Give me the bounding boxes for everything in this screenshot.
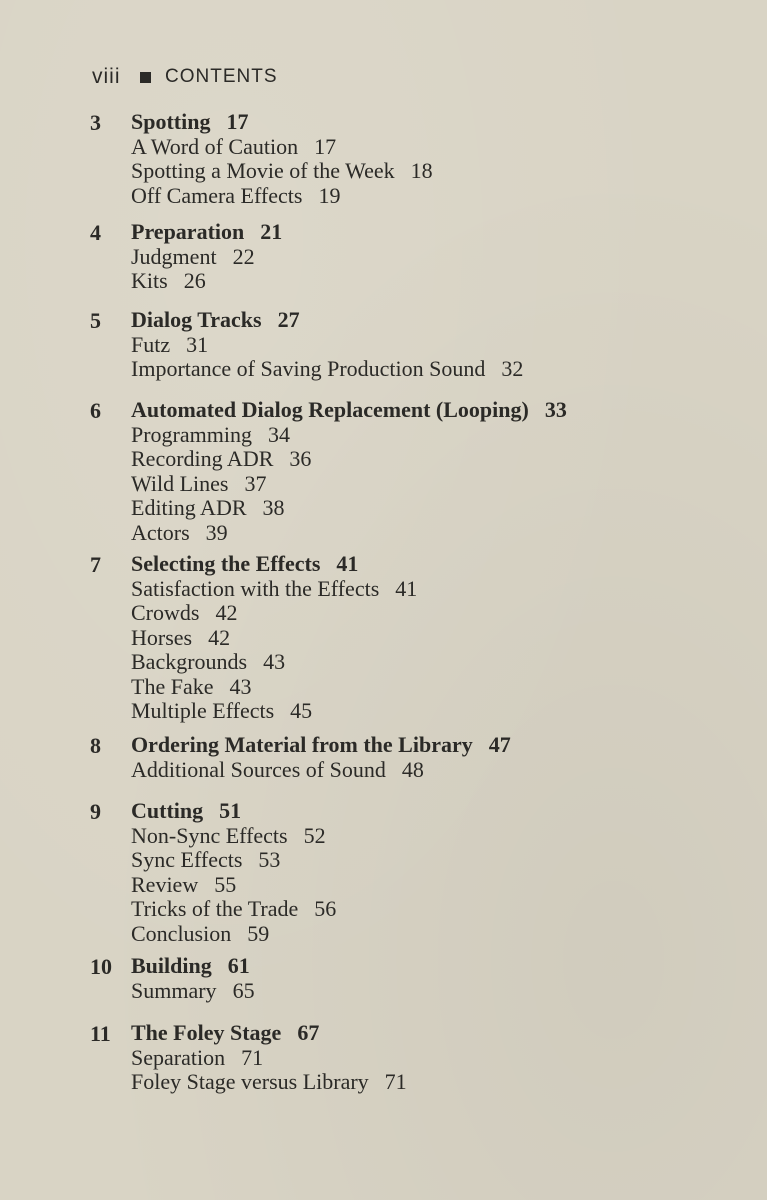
section-entry (131, 626, 417, 651)
chapter-title-entry (131, 733, 511, 758)
chapter-number: 4 (90, 220, 101, 245)
section-entry (131, 333, 523, 358)
section-entry (131, 472, 567, 497)
entry-title: Off Camera Effects (131, 182, 303, 208)
chapter-number: 8 (90, 733, 101, 758)
entry-title: Wild Lines (131, 470, 229, 496)
entry-title: Spotting a Movie of the Week (131, 158, 395, 183)
entry-title: Tricks of the Trade (131, 896, 299, 921)
chapter-entries (131, 552, 417, 724)
entry-page: 41 (395, 575, 418, 601)
entry-title: Satisfaction with the Effects (131, 575, 380, 601)
entry-page: 26 (183, 268, 206, 293)
chapter-entries (131, 220, 282, 294)
section-entry (131, 521, 567, 546)
entry-title: Editing ADR (131, 495, 247, 520)
running-head-title: CONTENTS (165, 66, 278, 87)
entry-page: 33 (544, 397, 567, 422)
entry-title: Cutting (131, 798, 204, 823)
entry-page: 31 (186, 331, 209, 357)
entry-title: Preparation (131, 219, 245, 244)
entry-title: A Word of Caution (131, 133, 299, 159)
entry-title: Programming (131, 421, 252, 447)
entry-title: Selecting the Effects (131, 551, 321, 576)
section-entry (131, 897, 336, 922)
entry-page: 43 (229, 673, 252, 699)
section-entry (131, 922, 336, 947)
entry-title: Automated Dialog Replacement (Looping) (131, 397, 529, 422)
chapter-entries (131, 308, 523, 382)
entry-title: Sync Effects (131, 847, 243, 872)
entry-page: 27 (277, 307, 300, 332)
entry-page: 18 (410, 158, 433, 183)
section-entry (131, 357, 523, 382)
section-entry (131, 135, 433, 160)
entry-title: The Fake (131, 673, 214, 699)
section-entry (131, 601, 417, 626)
entry-page: 42 (208, 624, 231, 650)
entry-page: 47 (488, 732, 511, 757)
section-entry (131, 245, 282, 270)
chapter-title-entry (131, 308, 523, 333)
section-entry (131, 650, 417, 675)
entry-page: 61 (227, 953, 250, 978)
section-entry (131, 848, 336, 873)
entry-page: 39 (205, 519, 228, 545)
entry-page: 43 (263, 649, 286, 674)
entry-page: 45 (290, 698, 313, 723)
section-entry (131, 758, 511, 783)
entry-page: 65 (232, 977, 255, 1003)
entry-page: 71 (241, 1044, 264, 1070)
entry-page: 59 (247, 920, 270, 946)
section-entry (131, 269, 282, 294)
entry-page: 37 (244, 470, 267, 496)
chapter-number: 10 (90, 954, 112, 979)
entry-page: 48 (401, 756, 424, 782)
chapter-entries (131, 799, 336, 946)
chapter-entries (131, 110, 433, 208)
entry-title: Multiple Effects (131, 698, 275, 723)
entry-page: 38 (262, 495, 285, 520)
section-entry (131, 1046, 407, 1071)
section-entry (131, 577, 417, 602)
entry-title: Recording ADR (131, 446, 274, 471)
entry-title: Conclusion (131, 920, 232, 946)
entry-title: Review (131, 871, 199, 897)
entry-page: 56 (314, 896, 337, 921)
entry-page: 51 (219, 798, 242, 823)
chapter-entries (131, 398, 567, 545)
entry-page: 32 (501, 356, 524, 381)
chapter-number: 6 (90, 398, 101, 423)
chapter-title-entry (131, 1021, 407, 1046)
chapter-title-entry (131, 220, 282, 245)
entry-title: Separation (131, 1044, 226, 1070)
entry-title: Kits (131, 268, 168, 293)
entry-title: Additional Sources of Sound (131, 756, 386, 782)
entry-title: Non-Sync Effects (131, 822, 288, 848)
chapter-number: 7 (90, 552, 101, 577)
entry-page: 55 (214, 871, 237, 897)
entry-title: Importance of Saving Production Sound (131, 356, 486, 381)
entry-title: Futz (131, 331, 171, 357)
chapter-title-entry (131, 799, 336, 824)
chapter-number: 5 (90, 308, 101, 333)
entry-page: 19 (318, 182, 341, 208)
entry-title: Backgrounds (131, 649, 248, 674)
entry-page: 53 (258, 847, 281, 872)
entry-title: Dialog Tracks (131, 307, 262, 332)
entry-title: Ordering Material from the Library (131, 732, 473, 757)
section-entry (131, 496, 567, 521)
entry-title: The Foley Stage (131, 1020, 282, 1045)
section-entry (131, 423, 567, 448)
entry-page: 17 (314, 133, 337, 159)
section-entry (131, 873, 336, 898)
section-entry (131, 1070, 407, 1095)
section-entry (131, 824, 336, 849)
entry-page: 34 (268, 421, 290, 447)
section-entry (131, 159, 433, 184)
chapter-entries (131, 733, 511, 782)
entry-title: Foley Stage versus Library (131, 1069, 369, 1094)
running-head (92, 63, 278, 91)
entry-page: 21 (260, 219, 283, 244)
entry-page: 22 (232, 243, 255, 269)
square-bullet-icon (140, 72, 151, 83)
section-entry (131, 699, 417, 724)
chapter-entries (131, 1021, 407, 1095)
section-entry (131, 447, 567, 472)
chapter-number: 11 (90, 1021, 111, 1046)
chapter-title-entry (131, 552, 417, 577)
entry-page: 41 (336, 551, 359, 576)
entry-title: Spotting (131, 109, 211, 134)
entry-page: 71 (384, 1069, 407, 1094)
chapter-number: 3 (90, 110, 101, 135)
chapter-title-entry (131, 110, 433, 135)
entry-title: Crowds (131, 600, 200, 625)
chapter-number: 9 (90, 799, 101, 824)
entry-page: 67 (297, 1020, 320, 1045)
entry-page: 17 (226, 109, 249, 134)
entry-title: Actors (131, 519, 190, 545)
entry-title: Judgment (131, 243, 217, 269)
entry-title: Summary (131, 977, 217, 1003)
section-entry (131, 184, 433, 209)
chapter-title-entry (131, 398, 567, 423)
chapter-title-entry (131, 954, 255, 979)
section-entry (131, 979, 255, 1004)
entry-title: Horses (131, 624, 193, 650)
entry-page: 52 (303, 822, 326, 848)
entry-page: 42 (215, 600, 238, 625)
entry-title: Building (131, 953, 212, 978)
chapter-entries (131, 954, 255, 1003)
page-number: viii (92, 65, 121, 88)
section-entry (131, 675, 417, 700)
entry-page: 36 (289, 446, 312, 471)
